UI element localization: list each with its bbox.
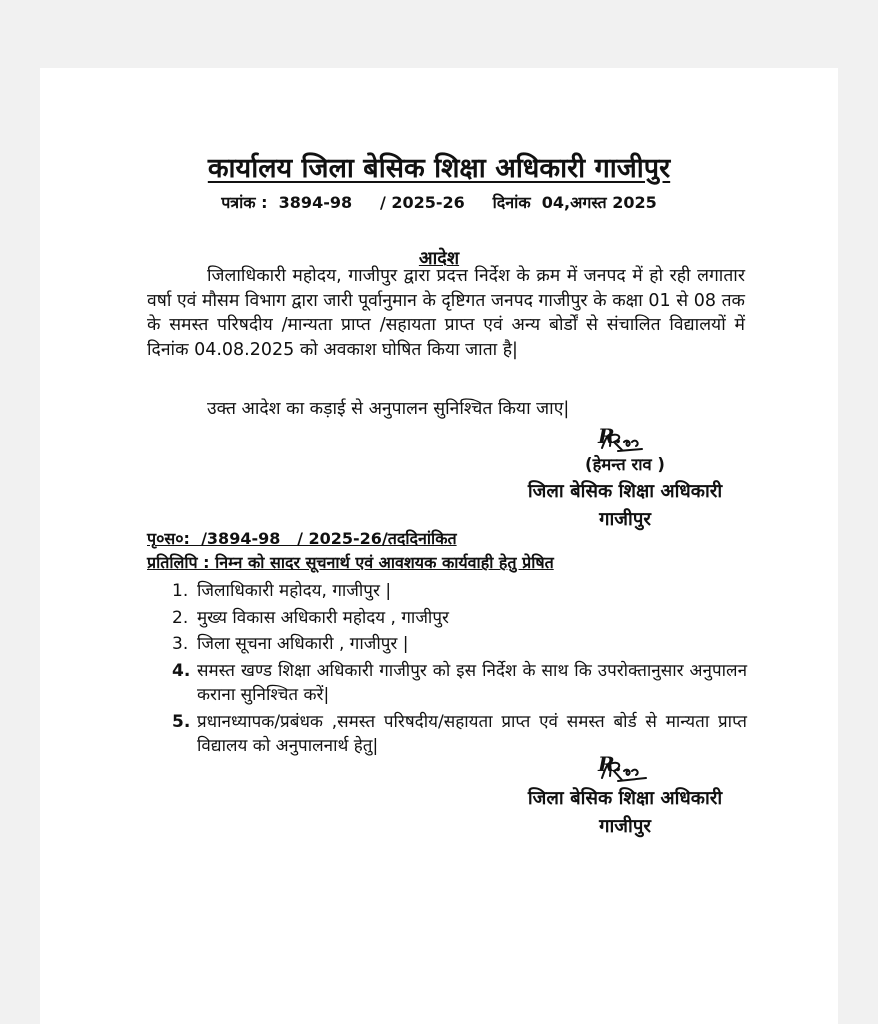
signature-block-2 — [500, 785, 750, 841]
signature-scribble-1 — [598, 428, 646, 454]
copy-heading: प्रतिलिपि : निम्न को सादर सूचनार्थ एवं आवशयक कार्यवाही हेतु प्रेषित — [147, 553, 554, 572]
list-item-text: प्रधानध्यापक/प्रबंधक ,समस्त परिषदीय/सहायता प्राप्त एवं समस्त बोर्ड से मान्यता प्राप्त विद्यालय को अनुपालनार्थ हेतु| — [197, 711, 747, 756]
list-item-number: 4. — [172, 660, 191, 681]
signature-mark-2: R. — [598, 752, 622, 776]
list-item — [172, 659, 747, 708]
signature-scribble-2 — [598, 756, 650, 784]
list-item-number: 3. — [172, 634, 189, 654]
order-heading: आदेश — [418, 248, 460, 269]
list-item — [172, 579, 747, 604]
list-item-text: जिलाधिकारी महोदय, गाजीपुर | — [197, 581, 392, 601]
list-item — [172, 710, 747, 759]
officer-location: गाजीपुर — [599, 509, 651, 530]
officer-location: गाजीपुर — [599, 816, 651, 837]
list-item — [172, 606, 747, 631]
officer-name: (हेमन्त राव ) — [585, 455, 665, 474]
officer-designation: जिला बेसिक शिक्षा अधिकारी — [527, 481, 723, 502]
compliance-paragraph: उक्त आदेश का कड़ाई से अनुपालन सुनिश्चित किया जाए| — [207, 399, 570, 419]
officer-designation: जिला बेसिक शिक्षा अधिकारी — [527, 788, 723, 809]
list-item-number: 2. — [172, 607, 189, 628]
copy-reference-number: पृ०स०: /3894-98 / 2025-26/तददिनांकित — [147, 529, 457, 548]
list-item — [172, 632, 747, 657]
list-item-text: मुख्य विकास अधिकारी महोदय , गाजीपुर — [197, 607, 449, 628]
order-paragraph: जिलाधिकारी महोदय, गाजीपुर द्वारा प्रदत्त निर्देश के क्रम में जनपद में हो रही लगातार वर्षा एवं मौसम विभाग द्वारा जारी पूर्वानुमान के दृष्टिगत जनपद गाजीपुर के कक्षा 01 से 08 तक के समस्त परिषदीय /मान्यता प्राप्त /सहायता प्राप्त एवं अन्य बोर्डों से संचालित विद्यालयों में दिनांक 04.08.2025 को अवकाश घोषित किया जाता है| — [147, 266, 745, 360]
list-item-text: समस्त खण्ड शिक्षा अधिकारी गाजीपुर को इस निर्देश के साथ कि उपरोक्तानुसार अनुपालन कराना सुनिश्चित करें| — [197, 660, 747, 705]
signature-mark-1: R. — [598, 424, 622, 448]
list-item-number: 1. — [172, 581, 189, 601]
office-title: कार्यालय जिला बेसिक शिक्षा अधिकारी गाजीपुर — [207, 153, 671, 184]
list-item-number: 5. — [172, 711, 191, 732]
list-item-text: जिला सूचना अधिकारी , गाजीपुर | — [197, 634, 409, 654]
letter-reference-line: पत्रांक : 3894-98 / 2025-26 दिनांक 04,अगस्त 2025 — [221, 193, 657, 212]
signature-block-1 — [500, 452, 750, 534]
copy-recipient-list — [172, 579, 747, 761]
